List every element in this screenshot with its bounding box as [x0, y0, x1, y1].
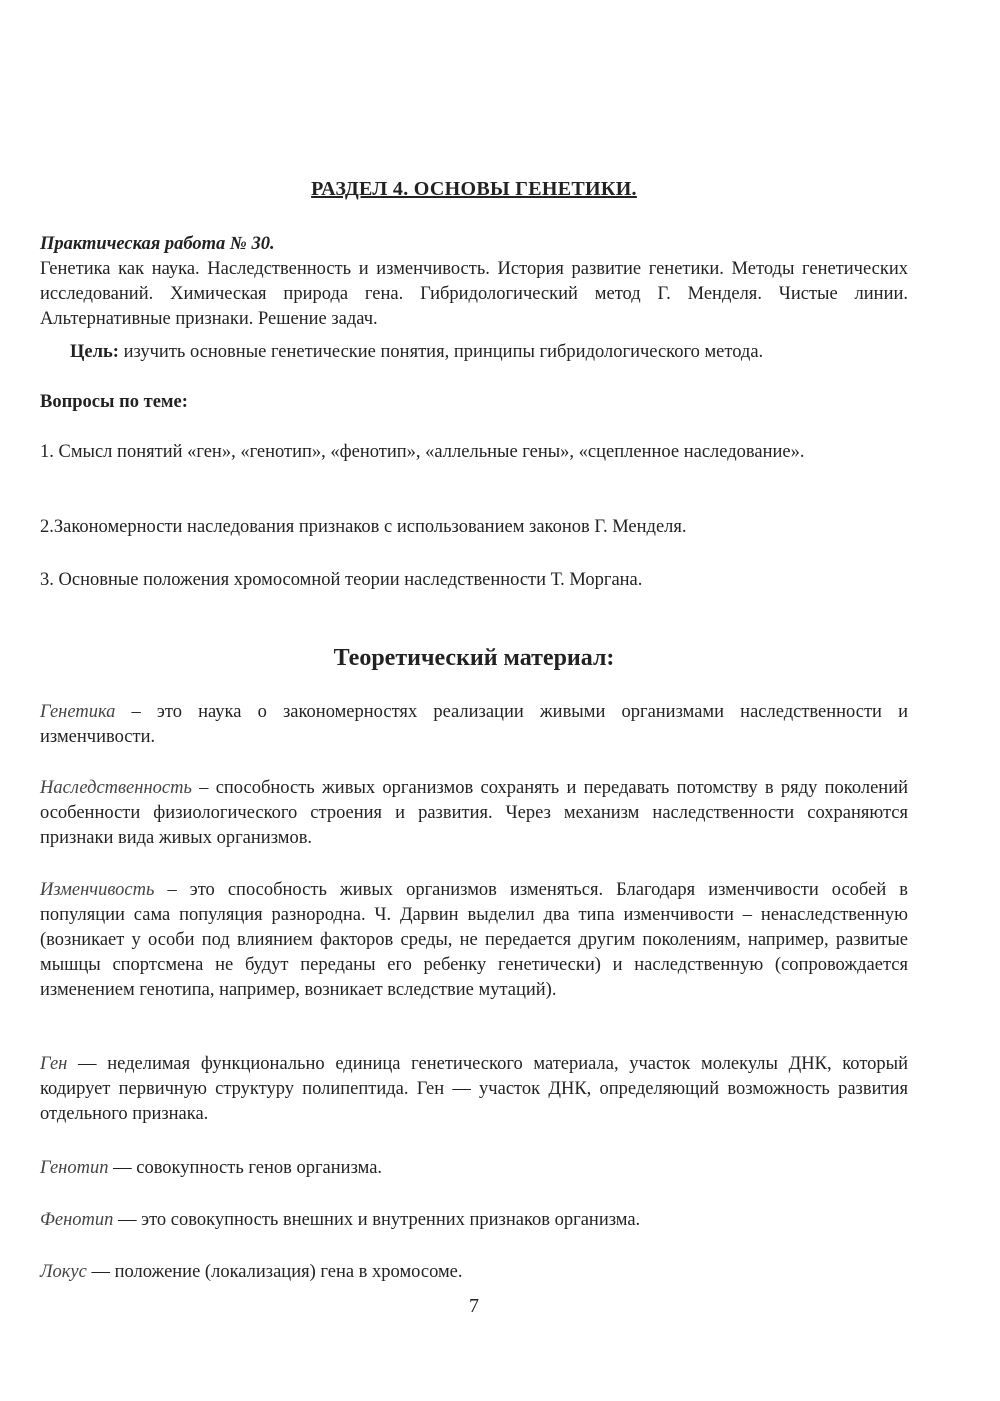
practical-work-title: Практическая работа № 30.	[40, 234, 275, 254]
definition-genetics	[40, 700, 908, 750]
definition-term: Локус	[40, 1262, 87, 1282]
definition-variability	[40, 878, 908, 1003]
practical-work-block	[40, 232, 908, 332]
practical-work-topics: Генетика как наука. Наследственность и изменчивость. История развитие генетики. Методы генетических исследований. Химическая природа гена. Гибридологический метод Г. Менделя. Чистые линии. Альтернативные признаки. Решение задач.	[40, 259, 908, 329]
definition-text: – это способность живых организмов изменяться. Благодаря изменчивости особей в популяции сама популяция разнородна. Ч. Дарвин выделил два типа изменчивости – ненаследственную (возникает у особи под влиянием факторов среды, не передается другим поколениям, например, развитые мышцы спортсмена не будут переданы его ребенку генетически) и наследственную (сопровождается изменением генотипа, например, возникает вследствие мутаций).	[40, 880, 908, 1000]
definition-term: Наследственность	[40, 778, 192, 798]
definition-gene	[40, 1052, 908, 1127]
definition-term: Изменчивость	[40, 880, 155, 900]
question-item-3: 3. Основные положения хромосомной теории наследственности Т. Моргана.	[40, 570, 643, 590]
definition-term: Генотип	[40, 1158, 109, 1178]
questions-title: Вопросы по теме:	[40, 392, 188, 412]
goal-label: Цель:	[70, 342, 119, 362]
section-title: РАЗДЕЛ 4. ОСНОВЫ ГЕНЕТИКИ.	[311, 178, 637, 200]
definition-term: Ген	[40, 1054, 68, 1074]
definition-text: – это наука о закономерностях реализации живыми организмами наследственности и изменчивости.	[40, 702, 908, 747]
question-item-2: 2.Закономерности наследования признаков с использованием законов Г. Менделя.	[40, 517, 687, 537]
definition-text: — совокупность генов организма.	[108, 1158, 383, 1178]
question-item-1: 1. Смысл понятий «ген», «генотип», «фенотип», «аллельные гены», «сцепленное наследование».	[40, 442, 805, 462]
definition-term: Фенотип	[40, 1210, 114, 1230]
definition-locus	[40, 1260, 908, 1285]
theory-title: Теоретический материал:	[333, 645, 615, 671]
definition-text: — это совокупность внешних и внутренних признаков организма.	[113, 1210, 641, 1230]
definition-text: — положение (локализация) гена в хромосоме.	[86, 1262, 463, 1282]
goal-paragraph	[40, 340, 938, 365]
definition-heredity	[40, 776, 908, 851]
goal-text: изучить основные генетические понятия, принципы гибридологического метода.	[118, 342, 764, 362]
definition-phenotype	[40, 1208, 908, 1233]
definition-text: – способность живых организмов сохранять и передавать потомству в ряду поколений особенности физиологического строения и развития. Через механизм наследственности сохраняются признаки вида живых организмов.	[40, 778, 908, 848]
definition-text: — неделимая функционально единица генетического материала, участок молекулы ДНК, который кодирует первичную структуру полипептида. Ген — участок ДНК, определяющий возможность развития отдельного признака.	[40, 1054, 908, 1124]
definition-term: Генетика	[40, 702, 116, 722]
page-number: 7	[469, 1295, 479, 1317]
definition-genotype	[40, 1156, 908, 1181]
